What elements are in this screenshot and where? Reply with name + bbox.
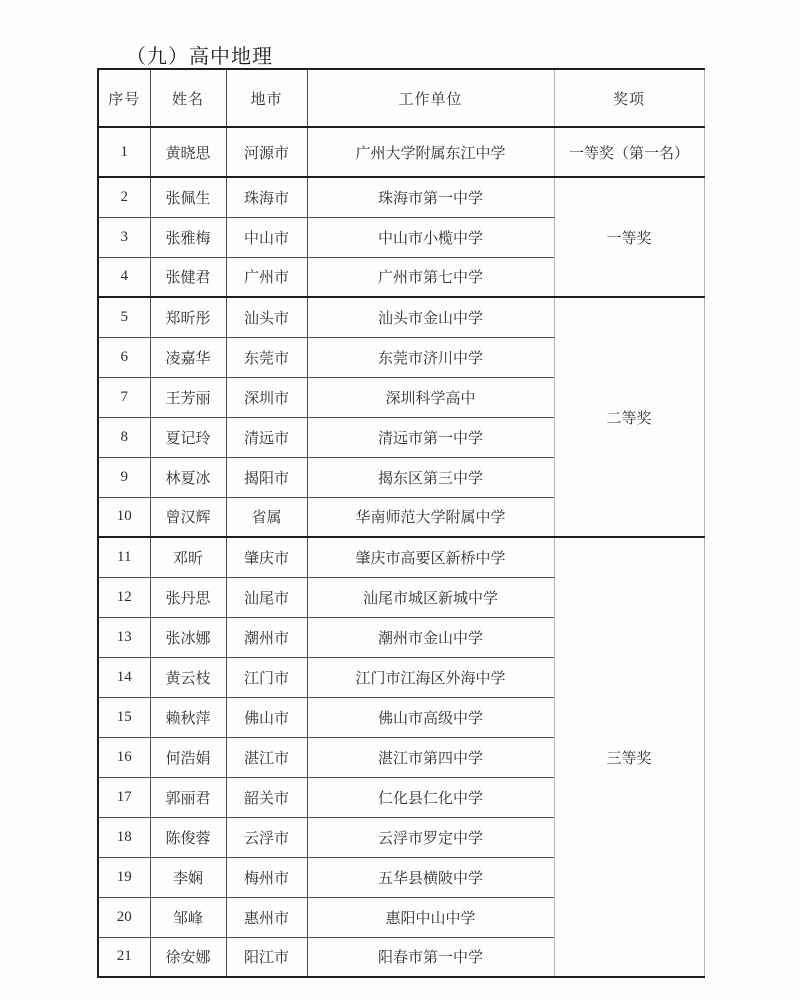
cell-city: 汕尾市 xyxy=(226,577,307,617)
cell-name: 郑昕彤 xyxy=(150,297,226,337)
cell-no: 6 xyxy=(98,337,150,377)
cell-name: 张佩生 xyxy=(150,177,226,217)
cell-no: 18 xyxy=(98,817,150,857)
cell-no: 15 xyxy=(98,697,150,737)
cell-organization: 仁化县仁化中学 xyxy=(307,777,554,817)
cell-organization: 潮州市金山中学 xyxy=(307,617,554,657)
cell-organization: 佛山市高级中学 xyxy=(307,697,554,737)
cell-organization: 深圳科学高中 xyxy=(307,377,554,417)
cell-organization: 江门市江海区外海中学 xyxy=(307,657,554,697)
cell-city: 广州市 xyxy=(226,257,307,297)
cell-city: 湛江市 xyxy=(226,737,307,777)
award-cell: 一等奖 xyxy=(554,177,704,297)
cell-no: 2 xyxy=(98,177,150,217)
cell-city: 梅州市 xyxy=(226,857,307,897)
cell-organization: 广州大学附属东江中学 xyxy=(307,127,554,177)
cell-city: 河源市 xyxy=(226,127,307,177)
cell-organization: 汕尾市城区新城中学 xyxy=(307,577,554,617)
cell-no: 1 xyxy=(98,127,150,177)
cell-name: 徐安娜 xyxy=(150,937,226,977)
cell-organization: 汕头市金山中学 xyxy=(307,297,554,337)
cell-city: 肇庆市 xyxy=(226,537,307,577)
col-header-award: 奖项 xyxy=(554,69,704,127)
cell-no: 8 xyxy=(98,417,150,457)
cell-name: 李娴 xyxy=(150,857,226,897)
cell-name: 邹峰 xyxy=(150,897,226,937)
cell-name: 凌嘉华 xyxy=(150,337,226,377)
cell-city: 潮州市 xyxy=(226,617,307,657)
cell-name: 林夏冰 xyxy=(150,457,226,497)
col-header-city: 地市 xyxy=(226,69,307,127)
cell-no: 11 xyxy=(98,537,150,577)
cell-city: 惠州市 xyxy=(226,897,307,937)
cell-city: 江门市 xyxy=(226,657,307,697)
cell-city: 东莞市 xyxy=(226,337,307,377)
cell-name: 赖秋萍 xyxy=(150,697,226,737)
cell-city: 汕头市 xyxy=(226,297,307,337)
cell-no: 5 xyxy=(98,297,150,337)
awards-table xyxy=(97,68,705,978)
cell-organization: 阳春市第一中学 xyxy=(307,937,554,977)
cell-city: 佛山市 xyxy=(226,697,307,737)
awards-table-body xyxy=(98,127,704,977)
cell-no: 14 xyxy=(98,657,150,697)
cell-organization: 湛江市第四中学 xyxy=(307,737,554,777)
table-row xyxy=(98,297,704,337)
cell-no: 3 xyxy=(98,217,150,257)
cell-name: 曾汉辉 xyxy=(150,497,226,537)
col-header-name: 姓名 xyxy=(150,69,226,127)
cell-city: 中山市 xyxy=(226,217,307,257)
cell-name: 张健君 xyxy=(150,257,226,297)
award-cell: 二等奖 xyxy=(554,297,704,537)
cell-organization: 清远市第一中学 xyxy=(307,417,554,457)
cell-organization: 东莞市济川中学 xyxy=(307,337,554,377)
cell-name: 黄云枝 xyxy=(150,657,226,697)
cell-city: 深圳市 xyxy=(226,377,307,417)
cell-name: 张雅梅 xyxy=(150,217,226,257)
cell-no: 19 xyxy=(98,857,150,897)
cell-no: 9 xyxy=(98,457,150,497)
cell-name: 何浩娟 xyxy=(150,737,226,777)
cell-organization: 五华县横陂中学 xyxy=(307,857,554,897)
award-cell: 三等奖 xyxy=(554,537,704,977)
cell-city: 韶关市 xyxy=(226,777,307,817)
cell-organization: 惠阳中山中学 xyxy=(307,897,554,937)
cell-name: 夏记玲 xyxy=(150,417,226,457)
cell-no: 20 xyxy=(98,897,150,937)
cell-no: 13 xyxy=(98,617,150,657)
cell-name: 黄晓思 xyxy=(150,127,226,177)
cell-organization: 珠海市第一中学 xyxy=(307,177,554,217)
table-row xyxy=(98,177,704,217)
cell-city: 揭阳市 xyxy=(226,457,307,497)
cell-city: 省属 xyxy=(226,497,307,537)
cell-no: 17 xyxy=(98,777,150,817)
cell-city: 清远市 xyxy=(226,417,307,457)
cell-organization: 华南师范大学附属中学 xyxy=(307,497,554,537)
cell-no: 7 xyxy=(98,377,150,417)
col-header-organization: 工作单位 xyxy=(307,69,554,127)
cell-name: 张冰娜 xyxy=(150,617,226,657)
award-cell: 一等奖（第一名） xyxy=(554,127,704,177)
cell-no: 10 xyxy=(98,497,150,537)
cell-organization: 云浮市罗定中学 xyxy=(307,817,554,857)
cell-name: 邓昕 xyxy=(150,537,226,577)
header-row xyxy=(98,69,704,127)
cell-name: 张丹思 xyxy=(150,577,226,617)
awards-table-wrapper xyxy=(97,68,705,978)
cell-organization: 中山市小榄中学 xyxy=(307,217,554,257)
cell-no: 12 xyxy=(98,577,150,617)
col-header-no: 序号 xyxy=(98,69,150,127)
cell-no: 21 xyxy=(98,937,150,977)
cell-no: 16 xyxy=(98,737,150,777)
cell-name: 陈俊蓉 xyxy=(150,817,226,857)
cell-city: 云浮市 xyxy=(226,817,307,857)
table-row xyxy=(98,127,704,177)
cell-organization: 广州市第七中学 xyxy=(307,257,554,297)
section-title: （九）高中地理 xyxy=(126,46,273,68)
cell-city: 珠海市 xyxy=(226,177,307,217)
cell-name: 郭丽君 xyxy=(150,777,226,817)
cell-organization: 肇庆市高要区新桥中学 xyxy=(307,537,554,577)
table-row xyxy=(98,537,704,577)
cell-organization: 揭东区第三中学 xyxy=(307,457,554,497)
cell-name: 王芳丽 xyxy=(150,377,226,417)
cell-no: 4 xyxy=(98,257,150,297)
cell-city: 阳江市 xyxy=(226,937,307,977)
